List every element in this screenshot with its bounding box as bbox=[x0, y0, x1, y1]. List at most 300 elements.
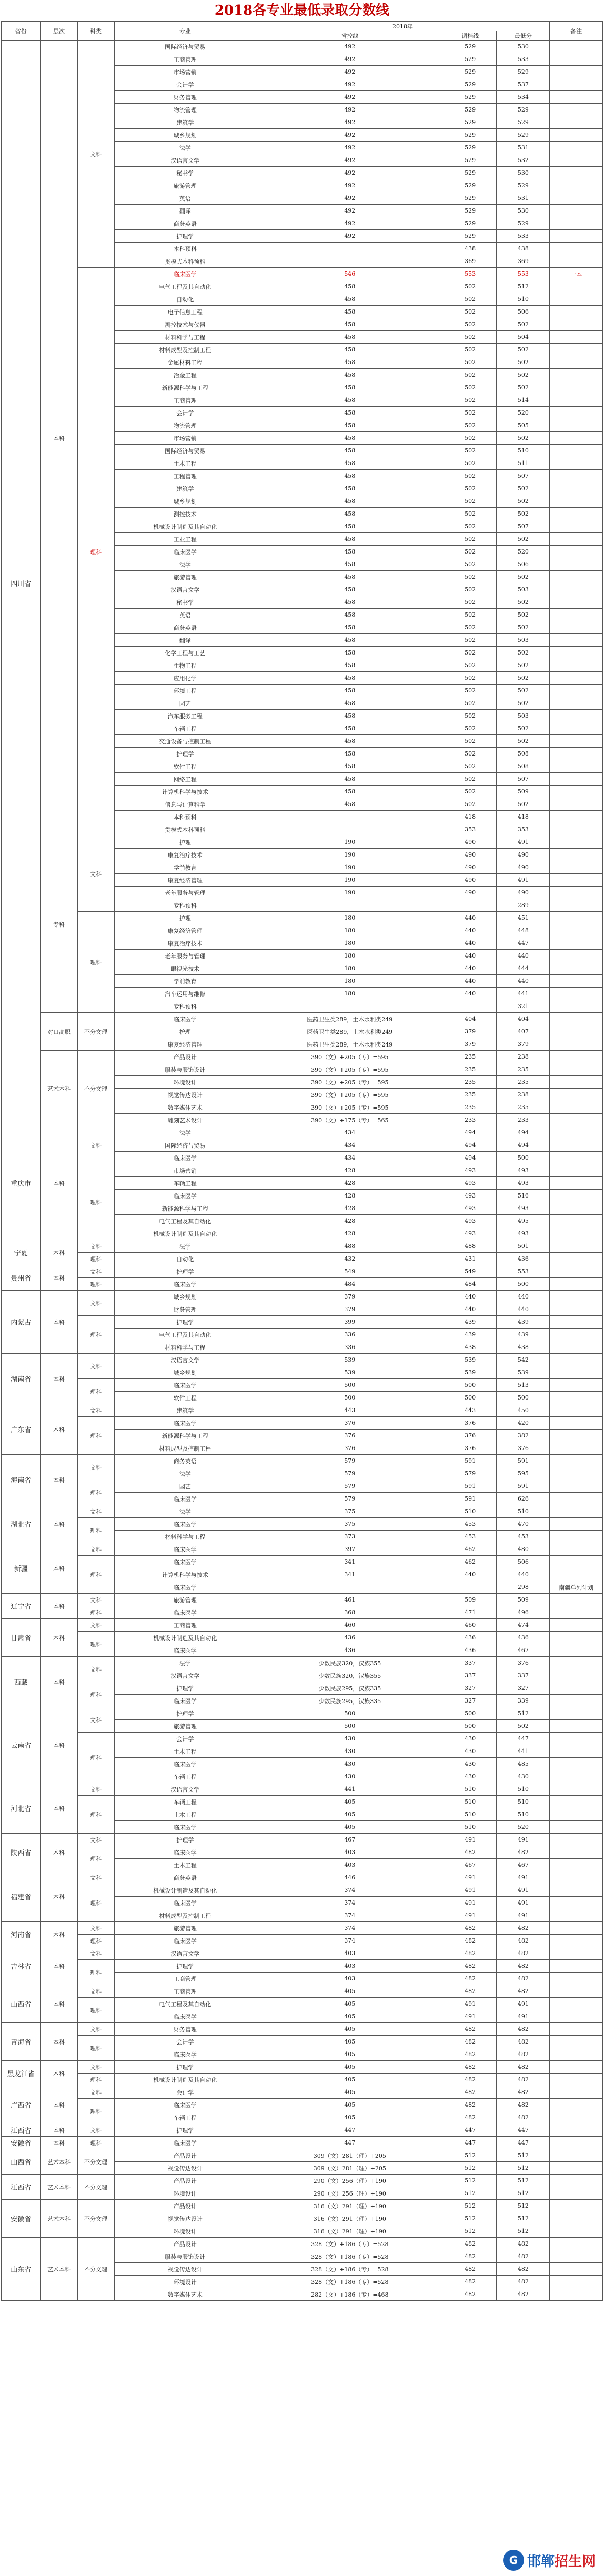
major-cell: 园艺 bbox=[114, 697, 256, 710]
provincial-line-cell: 医药卫生类289，土木水利类249 bbox=[256, 1038, 444, 1051]
major-cell: 电气工程及其自动化 bbox=[114, 1215, 256, 1227]
min-score-cell: 500 bbox=[497, 1152, 550, 1164]
remark-cell bbox=[550, 1733, 603, 1745]
remark-cell bbox=[550, 142, 603, 154]
province-cell: 青海省 bbox=[2, 2023, 41, 2061]
major-cell: 金属材料工程 bbox=[114, 356, 256, 369]
provincial-line-cell: 443 bbox=[256, 1404, 444, 1417]
major-cell: 车辆工程 bbox=[114, 1770, 256, 1783]
min-score-cell: 485 bbox=[497, 1758, 550, 1770]
level-cell: 本科 bbox=[41, 1707, 77, 1783]
remark-cell bbox=[550, 2149, 603, 2162]
provincial-line-cell: 405 bbox=[256, 1998, 444, 2010]
remark-cell bbox=[550, 1644, 603, 1657]
remark-cell bbox=[550, 583, 603, 596]
level-cell: 艺术本科 bbox=[41, 2200, 77, 2238]
remark-cell bbox=[550, 1265, 603, 1278]
provincial-line-cell: 492 bbox=[256, 129, 444, 142]
major-cell: 老年服务与管理 bbox=[114, 950, 256, 962]
major-cell: 产品设计 bbox=[114, 2200, 256, 2212]
provincial-line-cell: 458 bbox=[256, 457, 444, 470]
header-level: 层次 bbox=[41, 22, 77, 41]
table-row bbox=[2, 912, 603, 924]
min-score-cell: 494 bbox=[497, 1139, 550, 1152]
major-cell: 临床医学 bbox=[114, 1695, 256, 1707]
admission-line-cell: 502 bbox=[444, 381, 497, 394]
table-row bbox=[2, 268, 603, 280]
min-score-cell: 339 bbox=[497, 1695, 550, 1707]
admission-line-cell: 502 bbox=[444, 520, 497, 533]
remark-cell bbox=[550, 533, 603, 546]
provincial-line-cell: 405 bbox=[256, 2061, 444, 2074]
major-cell: 机械设计制造及其自动化 bbox=[114, 520, 256, 533]
min-score-cell: 510 bbox=[497, 1783, 550, 1796]
table-row bbox=[2, 1947, 603, 1960]
province-cell: 广西省 bbox=[2, 2086, 41, 2124]
remark-cell bbox=[550, 937, 603, 950]
min-score-cell: 491 bbox=[497, 1998, 550, 2010]
admission-line-cell: 502 bbox=[444, 558, 497, 571]
min-score-cell: 531 bbox=[497, 192, 550, 205]
remark-cell bbox=[550, 823, 603, 836]
admission-line-cell: 235 bbox=[444, 1076, 497, 1089]
table-row bbox=[2, 2086, 603, 2099]
major-cell: 工商管理 bbox=[114, 394, 256, 407]
remark-cell bbox=[550, 1859, 603, 1871]
major-cell: 材料科学与工程 bbox=[114, 331, 256, 344]
major-cell: 法学 bbox=[114, 142, 256, 154]
table-row bbox=[2, 1265, 603, 1278]
category-cell: 不分文理 bbox=[77, 1051, 114, 1126]
remark-cell bbox=[550, 786, 603, 798]
level-cell: 本科 bbox=[41, 1240, 77, 1265]
remark-cell bbox=[550, 1442, 603, 1455]
min-score-cell: 502 bbox=[497, 344, 550, 356]
major-cell: 法学 bbox=[114, 1657, 256, 1669]
admission-line-cell: 502 bbox=[444, 445, 497, 457]
category-cell: 理科 bbox=[77, 1518, 114, 1543]
remark-cell bbox=[550, 710, 603, 722]
major-cell: 康复经济管理 bbox=[114, 1038, 256, 1051]
remark-cell bbox=[550, 2288, 603, 2301]
remark-cell bbox=[550, 1101, 603, 1114]
min-score-cell: 337 bbox=[497, 1669, 550, 1682]
remark-cell bbox=[550, 1126, 603, 1139]
header-min-score: 最低分 bbox=[497, 31, 550, 41]
provincial-line-cell: 500 bbox=[256, 1379, 444, 1392]
min-score-cell: 493 bbox=[497, 1177, 550, 1190]
admission-line-cell: 430 bbox=[444, 1770, 497, 1783]
major-cell: 应用化学 bbox=[114, 672, 256, 685]
provincial-line-cell: 458 bbox=[256, 407, 444, 419]
provincial-line-cell: 492 bbox=[256, 78, 444, 91]
admission-line-cell: 494 bbox=[444, 1139, 497, 1152]
provincial-line-cell: 375 bbox=[256, 1505, 444, 1518]
category-cell: 文科 bbox=[77, 1619, 114, 1632]
admission-line-cell: 376 bbox=[444, 1417, 497, 1430]
provincial-line-cell: 190 bbox=[256, 836, 444, 849]
provincial-line-cell: 180 bbox=[256, 950, 444, 962]
min-score-cell: 512 bbox=[497, 2200, 550, 2212]
remark-cell bbox=[550, 2250, 603, 2263]
provincial-line-cell: 290（文）256（理）+190 bbox=[256, 2187, 444, 2200]
major-cell: 临床医学 bbox=[114, 1821, 256, 1834]
remark-cell bbox=[550, 1455, 603, 1467]
remark-cell bbox=[550, 874, 603, 887]
major-cell: 商务英语 bbox=[114, 217, 256, 230]
remark-cell bbox=[550, 861, 603, 874]
major-cell: 临床医学 bbox=[114, 1493, 256, 1505]
admission-line-cell: 369 bbox=[444, 255, 497, 268]
min-score-cell: 520 bbox=[497, 1821, 550, 1834]
provincial-line-cell: 458 bbox=[256, 647, 444, 659]
major-cell: 汉语言文学 bbox=[114, 1354, 256, 1366]
provincial-line-cell: 458 bbox=[256, 356, 444, 369]
min-score-cell: 553 bbox=[497, 1265, 550, 1278]
major-cell: 商务英语 bbox=[114, 1455, 256, 1467]
province-cell: 陕西省 bbox=[2, 1834, 41, 1871]
major-cell: 车辆工程 bbox=[114, 2111, 256, 2124]
remark-cell bbox=[550, 1846, 603, 1859]
min-score-cell: 482 bbox=[497, 2250, 550, 2263]
table-row bbox=[2, 1417, 603, 1430]
provincial-line-cell: 539 bbox=[256, 1366, 444, 1379]
admission-line-cell: 494 bbox=[444, 1152, 497, 1164]
major-cell: 学前教育 bbox=[114, 861, 256, 874]
category-cell: 理科 bbox=[77, 1632, 114, 1657]
level-cell: 本科 bbox=[41, 2061, 77, 2086]
admission-line-cell: 327 bbox=[444, 1695, 497, 1707]
min-score-cell: 493 bbox=[497, 1164, 550, 1177]
min-score-cell: 440 bbox=[497, 950, 550, 962]
admission-line-cell: 235 bbox=[444, 1101, 497, 1114]
admission-line-cell: 490 bbox=[444, 836, 497, 849]
min-score-cell: 503 bbox=[497, 710, 550, 722]
provincial-line-cell: 390（文）+175（专）=565 bbox=[256, 1114, 444, 1126]
table-row bbox=[2, 2074, 603, 2086]
table-row bbox=[2, 1985, 603, 1998]
min-score-cell: 529 bbox=[497, 66, 550, 78]
major-cell: 工程管理 bbox=[114, 470, 256, 482]
provincial-line-cell: 180 bbox=[256, 912, 444, 924]
remark-cell bbox=[550, 1025, 603, 1038]
category-cell: 文科 bbox=[77, 1505, 114, 1518]
min-score-cell: 530 bbox=[497, 167, 550, 179]
major-cell: 康复经济管理 bbox=[114, 874, 256, 887]
remark-cell bbox=[550, 179, 603, 192]
admission-line-cell: 502 bbox=[444, 710, 497, 722]
admission-line-cell: 376 bbox=[444, 1430, 497, 1442]
provincial-line-cell: 403 bbox=[256, 1947, 444, 1960]
remark-cell bbox=[550, 1606, 603, 1619]
admission-line-cell: 482 bbox=[444, 2074, 497, 2086]
remark-cell bbox=[550, 988, 603, 1000]
remark-cell bbox=[550, 1758, 603, 1770]
admission-line-cell: 502 bbox=[444, 533, 497, 546]
admission-line-cell: 337 bbox=[444, 1669, 497, 1682]
remark-cell bbox=[550, 217, 603, 230]
major-cell: 临床医学 bbox=[114, 1897, 256, 1909]
category-cell: 文科 bbox=[77, 1543, 114, 1556]
admission-line-cell: 482 bbox=[444, 2111, 497, 2124]
admission-line-cell: 529 bbox=[444, 41, 497, 53]
min-score-cell: 376 bbox=[497, 1657, 550, 1669]
provincial-line-cell: 460 bbox=[256, 1619, 444, 1632]
major-cell: 会计学 bbox=[114, 2086, 256, 2099]
admission-line-cell: 376 bbox=[444, 1442, 497, 1455]
provincial-line-cell: 180 bbox=[256, 937, 444, 950]
remark-cell bbox=[550, 53, 603, 66]
provincial-line-cell: 397 bbox=[256, 1543, 444, 1556]
table-row bbox=[2, 1556, 603, 1568]
provincial-line-cell: 405 bbox=[256, 2074, 444, 2086]
min-score-cell: 482 bbox=[497, 1947, 550, 1960]
major-cell: 临床医学 bbox=[114, 2099, 256, 2111]
provincial-line-cell: 374 bbox=[256, 1935, 444, 1947]
remark-cell bbox=[550, 685, 603, 697]
min-score-cell: 508 bbox=[497, 760, 550, 773]
provincial-line-cell: 390（文）+205（专）=595 bbox=[256, 1076, 444, 1089]
level-cell: 本科 bbox=[41, 1354, 77, 1404]
major-cell: 旅游管理 bbox=[114, 179, 256, 192]
major-cell: 临床医学 bbox=[114, 1518, 256, 1531]
table-row bbox=[2, 1846, 603, 1859]
category-cell: 理科 bbox=[77, 1417, 114, 1455]
major-cell: 测控技术与仪器 bbox=[114, 318, 256, 331]
category-cell: 理科 bbox=[77, 1606, 114, 1619]
min-score-cell: 436 bbox=[497, 1253, 550, 1265]
admission-line-cell: 529 bbox=[444, 167, 497, 179]
remark-cell bbox=[550, 546, 603, 558]
admission-line-cell: 482 bbox=[444, 2238, 497, 2250]
major-cell: 城乡规划 bbox=[114, 495, 256, 508]
table-row bbox=[2, 2238, 603, 2250]
admission-line-cell: 453 bbox=[444, 1531, 497, 1543]
min-score-cell: 482 bbox=[497, 2086, 550, 2099]
remark-cell bbox=[550, 1430, 603, 1442]
admission-line-cell: 539 bbox=[444, 1366, 497, 1379]
admission-line-cell: 440 bbox=[444, 1568, 497, 1581]
provincial-line-cell: 458 bbox=[256, 369, 444, 381]
province-cell: 河北省 bbox=[2, 1783, 41, 1834]
table-row bbox=[2, 1871, 603, 1884]
remark-cell bbox=[550, 1531, 603, 1543]
min-score-cell: 482 bbox=[497, 1846, 550, 1859]
major-cell: 护理 bbox=[114, 836, 256, 849]
major-cell: 临床医学 bbox=[114, 1644, 256, 1657]
remark-cell bbox=[550, 1278, 603, 1291]
provincial-line-cell: 328（文）+186（专）=528 bbox=[256, 2276, 444, 2288]
provincial-line-cell: 458 bbox=[256, 344, 444, 356]
provincial-line-cell: 500 bbox=[256, 1392, 444, 1404]
min-score-cell: 482 bbox=[497, 2023, 550, 2036]
remark-cell bbox=[550, 432, 603, 445]
major-cell: 软件工程 bbox=[114, 1392, 256, 1404]
major-cell: 会计学 bbox=[114, 1733, 256, 1745]
category-cell: 理科 bbox=[77, 2137, 114, 2149]
major-cell: 材料科学与工程 bbox=[114, 1531, 256, 1543]
min-score-cell: 407 bbox=[497, 1025, 550, 1038]
major-cell: 翻译 bbox=[114, 205, 256, 217]
min-score-cell: 482 bbox=[497, 2099, 550, 2111]
admission-line-cell: 488 bbox=[444, 1240, 497, 1253]
category-cell: 文科 bbox=[77, 1871, 114, 1884]
admission-line-cell: 502 bbox=[444, 697, 497, 710]
remark-cell bbox=[550, 1202, 603, 1215]
major-cell: 自动化 bbox=[114, 1253, 256, 1265]
remark-cell bbox=[550, 41, 603, 53]
remark-cell bbox=[550, 2187, 603, 2200]
province-cell: 湖南省 bbox=[2, 1354, 41, 1404]
admission-line-cell: 471 bbox=[444, 1606, 497, 1619]
remark-cell bbox=[550, 495, 603, 508]
province-cell: 河南省 bbox=[2, 1922, 41, 1947]
min-score-cell: 441 bbox=[497, 988, 550, 1000]
provincial-line-cell: 328（文）+186（专）=528 bbox=[256, 2263, 444, 2276]
provincial-line-cell: 458 bbox=[256, 735, 444, 748]
admission-line-cell: 482 bbox=[444, 2250, 497, 2263]
admission-line-cell: 460 bbox=[444, 1619, 497, 1632]
level-cell: 本科 bbox=[41, 1455, 77, 1505]
major-cell: 软件工程 bbox=[114, 760, 256, 773]
min-score-cell: 440 bbox=[497, 1568, 550, 1581]
level-cell: 对口高职 bbox=[41, 1013, 77, 1051]
min-score-cell: 482 bbox=[497, 1935, 550, 1947]
provincial-line-cell: 430 bbox=[256, 1745, 444, 1758]
min-score-cell: 450 bbox=[497, 1404, 550, 1417]
provincial-line-cell: 190 bbox=[256, 887, 444, 899]
header-remark: 备注 bbox=[550, 22, 603, 41]
remark-cell bbox=[550, 975, 603, 988]
remark-cell bbox=[550, 1379, 603, 1392]
admission-line-cell: 438 bbox=[444, 243, 497, 255]
admission-line-cell: 462 bbox=[444, 1543, 497, 1556]
major-cell: 汉语言文学 bbox=[114, 154, 256, 167]
min-score-cell: 467 bbox=[497, 1644, 550, 1657]
table-row bbox=[2, 1455, 603, 1467]
remark-cell bbox=[550, 1922, 603, 1935]
admission-line-cell: 482 bbox=[444, 1846, 497, 1859]
admission-line-cell: 549 bbox=[444, 1265, 497, 1278]
min-score-cell: 507 bbox=[497, 470, 550, 482]
major-cell: 土木工程 bbox=[114, 1808, 256, 1821]
level-cell: 本科 bbox=[41, 1783, 77, 1834]
major-cell: 临床医学 bbox=[114, 2010, 256, 2023]
provincial-line-cell: 458 bbox=[256, 634, 444, 647]
category-cell: 文科 bbox=[77, 1657, 114, 1682]
provincial-line-cell: 579 bbox=[256, 1480, 444, 1493]
provincial-line-cell: 405 bbox=[256, 2099, 444, 2111]
admission-line-cell: 502 bbox=[444, 457, 497, 470]
provincial-line-cell: 492 bbox=[256, 116, 444, 129]
provincial-line-cell: 458 bbox=[256, 318, 444, 331]
table-row bbox=[2, 1606, 603, 1619]
provincial-line-cell: 458 bbox=[256, 508, 444, 520]
provincial-line-cell: 376 bbox=[256, 1417, 444, 1430]
min-score-cell: 505 bbox=[497, 419, 550, 432]
min-score-cell: 502 bbox=[497, 571, 550, 583]
provincial-line-cell: 少数民族295，汉族335 bbox=[256, 1682, 444, 1695]
remark-cell bbox=[550, 78, 603, 91]
remark-cell bbox=[550, 836, 603, 849]
province-cell: 新疆 bbox=[2, 1543, 41, 1594]
min-score-cell: 493 bbox=[497, 1227, 550, 1240]
remark-cell bbox=[550, 950, 603, 962]
major-cell: 护理学 bbox=[114, 1682, 256, 1695]
min-score-cell: 235 bbox=[497, 1101, 550, 1114]
admission-line-cell: 502 bbox=[444, 609, 497, 621]
provincial-line-cell: 405 bbox=[256, 2111, 444, 2124]
table-row bbox=[2, 1935, 603, 1947]
major-cell: 秘书学 bbox=[114, 596, 256, 609]
remark-cell bbox=[550, 1707, 603, 1720]
provincial-line-cell: 379 bbox=[256, 1291, 444, 1303]
min-score-cell: 467 bbox=[497, 1859, 550, 1871]
admission-line-cell: 502 bbox=[444, 293, 497, 306]
provincial-line-cell: 405 bbox=[256, 2010, 444, 2023]
min-score-cell: 430 bbox=[497, 1770, 550, 1783]
major-cell: 数字媒体艺术 bbox=[114, 2288, 256, 2301]
admission-line-cell: 482 bbox=[444, 1947, 497, 1960]
level-cell: 本科 bbox=[41, 2137, 77, 2149]
remark-cell bbox=[550, 2162, 603, 2175]
province-cell: 山西省 bbox=[2, 1985, 41, 2023]
major-cell: 财务管理 bbox=[114, 2023, 256, 2036]
admission-line-cell: 482 bbox=[444, 2288, 497, 2301]
admission-line-cell: 502 bbox=[444, 748, 497, 760]
major-cell: 信息与计算科学 bbox=[114, 798, 256, 811]
min-score-cell: 504 bbox=[497, 331, 550, 344]
category-cell: 文科 bbox=[77, 1707, 114, 1733]
provincial-line-cell: 428 bbox=[256, 1177, 444, 1190]
remark-cell bbox=[550, 205, 603, 217]
major-cell: 旅游管理 bbox=[114, 1922, 256, 1935]
min-score-cell: 533 bbox=[497, 53, 550, 66]
table-row bbox=[2, 1657, 603, 1669]
admission-line-cell: 502 bbox=[444, 621, 497, 634]
admission-line-cell: 490 bbox=[444, 874, 497, 887]
level-cell: 本科 bbox=[41, 1657, 77, 1707]
remark-cell bbox=[550, 2238, 603, 2250]
header-provincial-line: 省控线 bbox=[256, 31, 444, 41]
admission-line-cell: 493 bbox=[444, 1215, 497, 1227]
min-score-cell: 238 bbox=[497, 1089, 550, 1101]
admission-line-cell: 494 bbox=[444, 1126, 497, 1139]
provincial-line-cell: 180 bbox=[256, 988, 444, 1000]
remark-cell bbox=[550, 1909, 603, 1922]
provincial-line-cell: 458 bbox=[256, 697, 444, 710]
major-cell: 临床医学 bbox=[114, 546, 256, 558]
min-score-cell: 502 bbox=[497, 495, 550, 508]
table-body bbox=[2, 41, 603, 2301]
remark-cell bbox=[550, 407, 603, 419]
admission-line-cell: 431 bbox=[444, 1253, 497, 1265]
admission-line-cell: 482 bbox=[444, 1960, 497, 1973]
provincial-line-cell: 467 bbox=[256, 1834, 444, 1846]
province-cell: 云南省 bbox=[2, 1707, 41, 1783]
admission-line-cell: 440 bbox=[444, 912, 497, 924]
min-score-cell: 376 bbox=[497, 1442, 550, 1455]
admission-line-cell: 493 bbox=[444, 1190, 497, 1202]
major-cell: 临床医学 bbox=[114, 1013, 256, 1025]
min-score-cell: 502 bbox=[497, 685, 550, 697]
admission-line-cell: 510 bbox=[444, 1821, 497, 1834]
admission-line-cell: 502 bbox=[444, 432, 497, 445]
category-cell: 理科 bbox=[77, 1846, 114, 1871]
min-score-cell: 369 bbox=[497, 255, 550, 268]
min-score-cell: 506 bbox=[497, 558, 550, 571]
provincial-line-cell: 374 bbox=[256, 1884, 444, 1897]
